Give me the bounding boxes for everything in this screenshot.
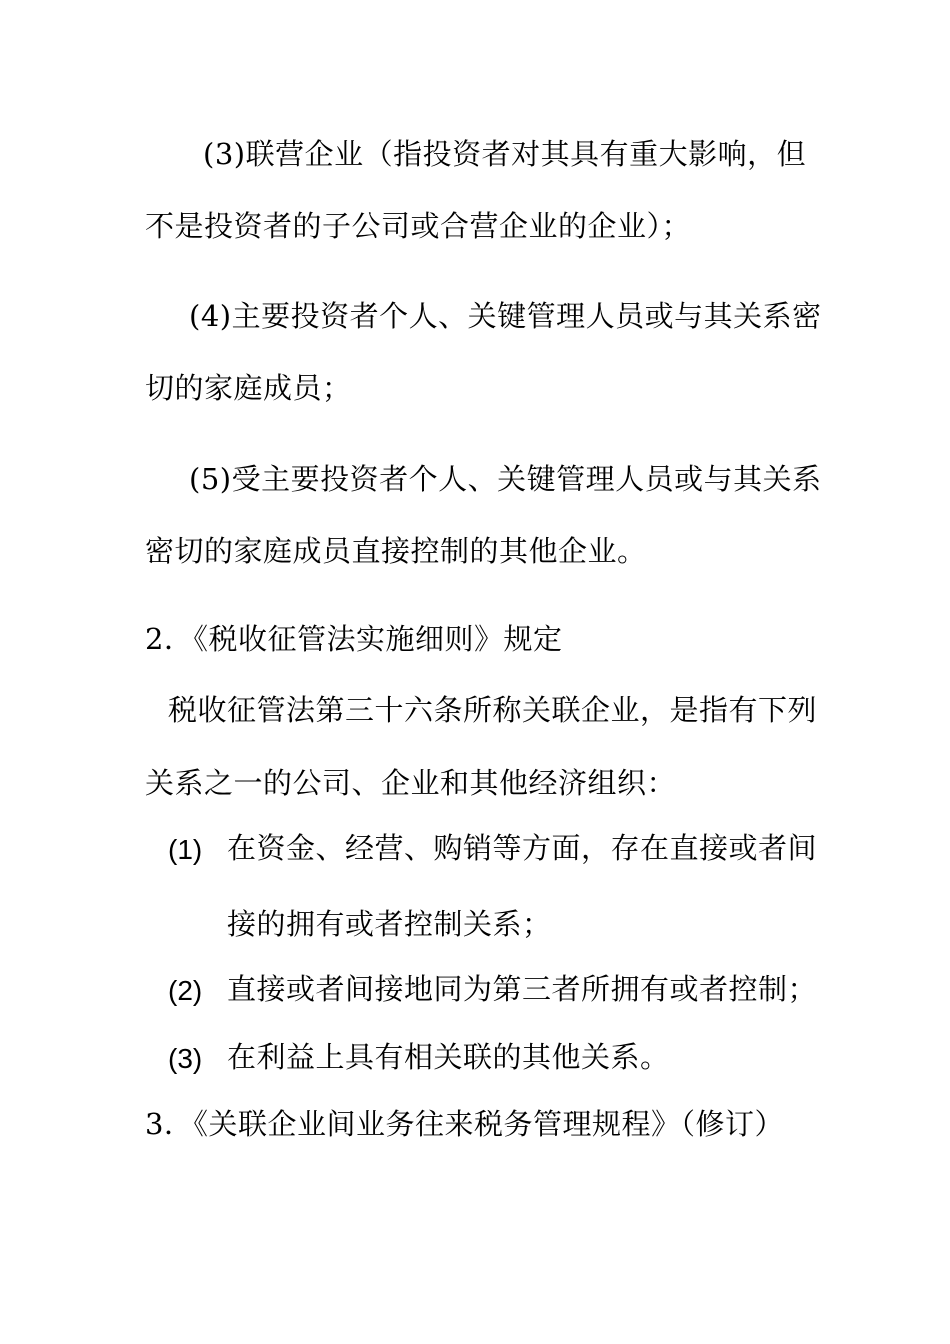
paragraph-line: 不是投资者的子公司或合营企业的企业）； xyxy=(145,209,692,243)
paragraph-line: 切的家庭成员； xyxy=(145,371,352,405)
list-item-text: 直接或者间接地同为第三者所拥有或者控制； xyxy=(227,972,818,1006)
list-item-text: 接的拥有或者控制关系； xyxy=(227,907,552,941)
list-marker: (1) xyxy=(168,834,203,865)
list-item-text: 在利益上具有相关联的其他关系。 xyxy=(227,1040,670,1074)
section-heading: 2．《税收征管法实施细则》规定 xyxy=(145,622,563,656)
list-marker: (3) xyxy=(168,1043,203,1074)
paragraph-line: (3)联营企业（指投资者对其具有重大影响，但 xyxy=(203,137,807,171)
list-item-text: 在资金、经营、购销等方面，存在直接或者间 xyxy=(227,831,818,865)
paragraph-line: 税收征管法第三十六条所称关联企业，是指有下列 xyxy=(168,693,818,727)
section-heading: 3．《关联企业间业务往来税务管理规程》（修订） xyxy=(145,1107,784,1141)
paragraph-line: (5)受主要投资者个人、关键管理人员或与其关系 xyxy=(189,462,822,496)
paragraph-line: 关系之一的公司、企业和其他经济组织： xyxy=(145,766,677,800)
paragraph-line: 密切的家庭成员直接控制的其他企业。 xyxy=(145,534,647,568)
list-marker: (2) xyxy=(168,975,203,1006)
paragraph-line: (4)主要投资者个人、关键管理人员或与其关系密 xyxy=(189,299,822,333)
